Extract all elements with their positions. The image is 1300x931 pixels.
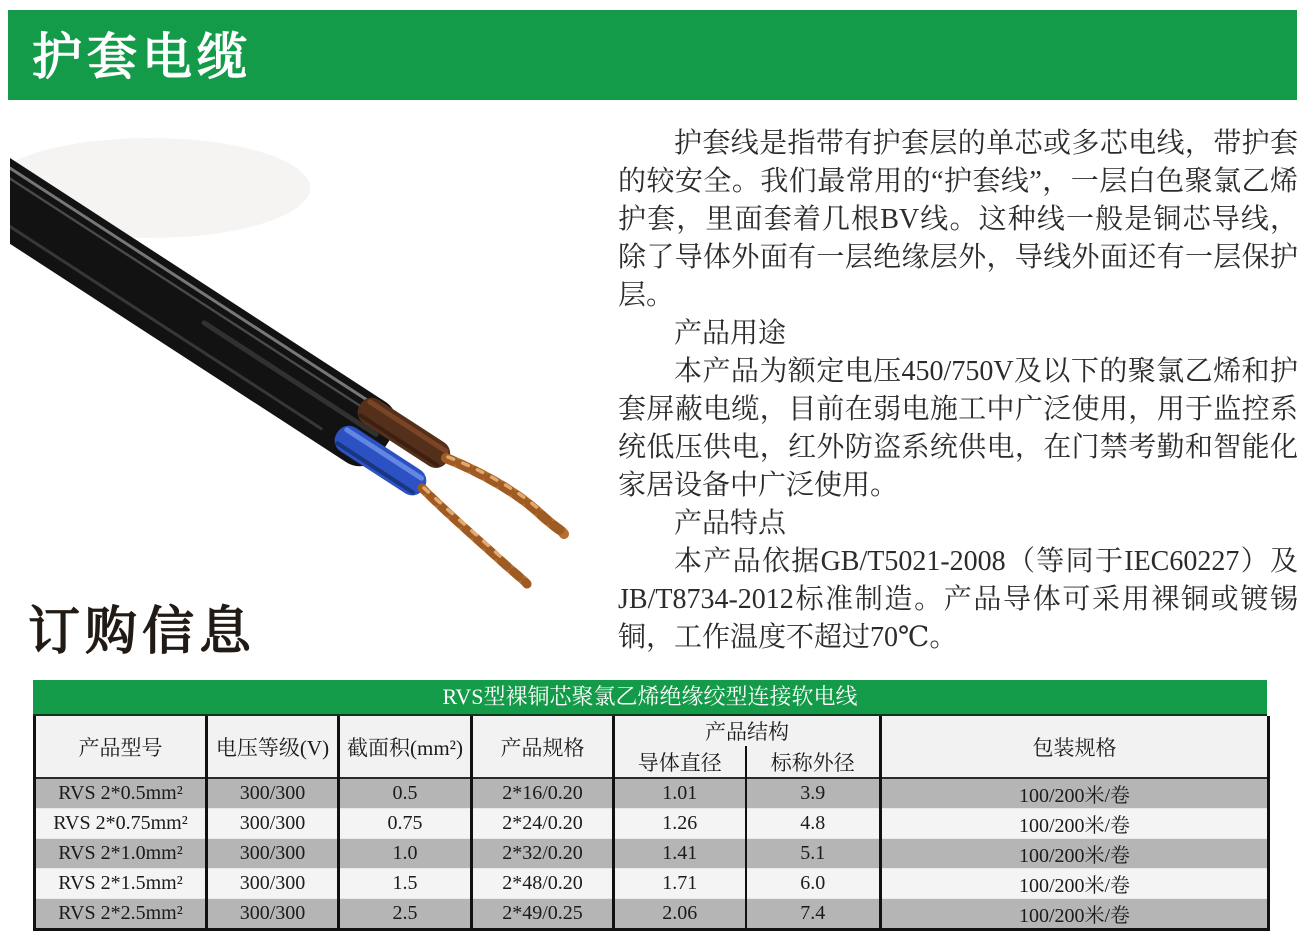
cell-model: RVS 2*1.5mm²: [35, 869, 207, 899]
cell-spec: 2*16/0.20: [472, 778, 614, 809]
cell-voltage: 300/300: [207, 899, 339, 930]
product-table: [33, 716, 1270, 931]
table-row: [35, 809, 1269, 839]
cell-section: 1.0: [339, 839, 472, 869]
cell-voltage: 300/300: [207, 809, 339, 839]
cell-voltage: 300/300: [207, 839, 339, 869]
table-row: [35, 839, 1269, 869]
desc-paragraph: 产品特点: [674, 508, 787, 539]
page-title: 护套电缆: [32, 29, 252, 85]
table-row: [35, 778, 1269, 809]
col-header-packing: 包装规格: [881, 716, 1269, 778]
cell-conductor-diameter: 1.26: [614, 809, 746, 839]
desc-paragraph: 护套线是指带有护套层的单芯或多芯电线，带护套的较安全。我们最常用的“护套线”，一层白色聚氯乙烯护套，里面套着几根BV线。这种线一般是铜芯导线，除了导体外面有一层绝缘层外，导线外面还有一层保护层。: [618, 128, 1298, 311]
cell-spec: 2*32/0.20: [472, 839, 614, 869]
col-header-section: 截面积(mm²): [339, 716, 472, 778]
cell-section: 0.5: [339, 778, 472, 809]
table-row: [35, 899, 1269, 930]
cell-model: RVS 2*0.75mm²: [35, 809, 207, 839]
cell-nominal-od: 5.1: [746, 839, 881, 869]
cell-spec: 2*48/0.20: [472, 869, 614, 899]
cell-model: RVS 2*0.5mm²: [35, 778, 207, 809]
table-title: RVS型裸铜芯聚氯乙烯绝缘绞型连接软电线: [33, 680, 1267, 716]
cell-conductor-diameter: 1.41: [614, 839, 746, 869]
page-header: [8, 10, 1297, 100]
col-header-voltage: 电压等级(V): [207, 716, 339, 778]
desc-paragraph: 产品用途: [674, 318, 787, 349]
cell-conductor-diameter: 2.06: [614, 899, 746, 930]
order-info-heading: 订购信息: [28, 603, 257, 661]
product-description: [618, 125, 1298, 657]
col-header-spec: 产品规格: [472, 716, 614, 778]
cell-voltage: 300/300: [207, 778, 339, 809]
cell-model: RVS 2*1.0mm²: [35, 839, 207, 869]
cell-nominal-od: 7.4: [746, 899, 881, 930]
col-header-structure: 产品结构: [614, 716, 881, 746]
cell-packing: 100/200米/卷: [881, 778, 1269, 809]
cell-packing: 100/200米/卷: [881, 899, 1269, 930]
cell-conductor-diameter: 1.71: [614, 869, 746, 899]
cable-photo: [10, 128, 592, 606]
cell-conductor-diameter: 1.01: [614, 778, 746, 809]
cell-packing: 100/200米/卷: [881, 809, 1269, 839]
cell-section: 1.5: [339, 869, 472, 899]
desc-paragraph: 本产品依据GB/T5021-2008（等同于IEC60227）及JB/T8734-2012标准制造。产品导体可采用裸铜或镀锡铜，工作温度不超过70℃。: [618, 546, 1298, 653]
cell-section: 0.75: [339, 809, 472, 839]
cable-illustration: [10, 128, 592, 606]
cell-section: 2.5: [339, 899, 472, 930]
cell-nominal-od: 3.9: [746, 778, 881, 809]
cell-spec: 2*24/0.20: [472, 809, 614, 839]
cell-packing: 100/200米/卷: [881, 869, 1269, 899]
table-row: [35, 869, 1269, 899]
cell-model: RVS 2*2.5mm²: [35, 899, 207, 930]
col-header-nominal-od: 标称外径: [746, 746, 881, 778]
cell-spec: 2*49/0.25: [472, 899, 614, 930]
col-header-conductor-diameter: 导体直径: [614, 746, 746, 778]
cell-voltage: 300/300: [207, 869, 339, 899]
order-table-section: [33, 680, 1267, 931]
cell-nominal-od: 4.8: [746, 809, 881, 839]
desc-paragraph: 本产品为额定电压450/750V及以下的聚氯乙烯和护套屏蔽电缆，目前在弱电施工中广泛使用，用于监控系统低压供电，红外防盗系统供电，在门禁考勤和智能化家居设备中广泛使用。: [618, 356, 1298, 501]
cell-packing: 100/200米/卷: [881, 839, 1269, 869]
cell-nominal-od: 6.0: [746, 869, 881, 899]
col-header-model: 产品型号: [35, 716, 207, 778]
